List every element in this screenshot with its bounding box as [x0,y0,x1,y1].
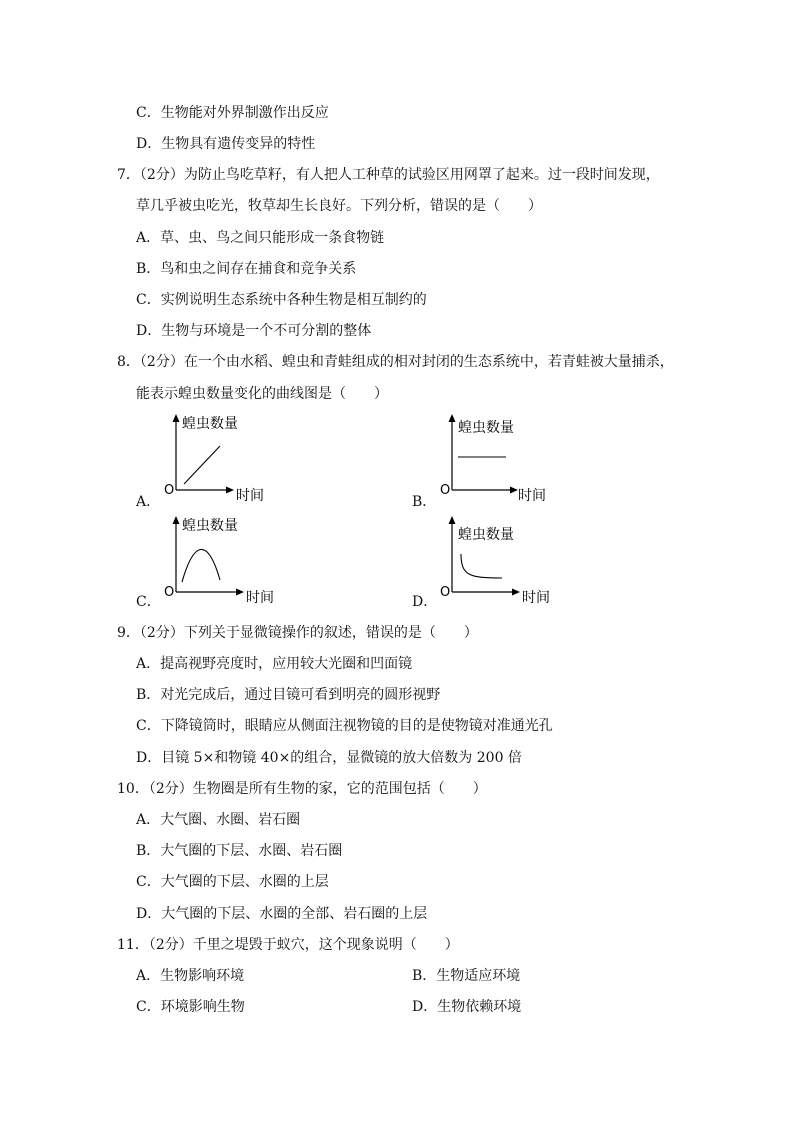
q8-graph-d-curve [461,554,502,578]
q8-graph-a-origin: O [164,483,175,498]
q11-option-c: C．环境影响生物 [136,999,245,1015]
q8-graph-b-letter: B． [412,494,437,510]
q9-option-d: D．目镜 5×和物镜 40×的组合，显微镜的放大倍数为 200 倍 [136,750,522,766]
q8-graph-c-curve [182,549,220,582]
q11-option-b: B．生物适应环境 [412,968,521,984]
q8-graph-c-origin: O [164,585,175,600]
q8-graph-d [436,512,566,612]
q7-option-d: D．生物与环境是一个不可分割的整体 [136,323,372,339]
q8-graph-d-ylabel: 蝗虫数量 [458,527,514,543]
q9-option-a: A．提高视野亮度时，应用较大光圈和凹面镜 [136,656,413,672]
q9-stem: 9．（2分）下列关于显微镜操作的叙述，错误的是（ ） [117,625,478,641]
q6-option-d: D．生物具有遗传变异的特性 [136,136,316,152]
q8-graph-c-xlabel: 时间 [246,590,274,606]
q7-option-a: A．草、虫、鸟之间只能形成一条食物链 [136,230,385,246]
q8-stem-line2: 能表示蝗虫数量变化的曲线图是（ ） [136,386,388,402]
q8-graph-a-ylabel: 蝗虫数量 [182,416,238,432]
q10-option-c: C．大气圈的下层、水圈的上层 [136,874,329,890]
q8-graph-d-xlabel: 时间 [522,590,550,606]
q8-graph-c [160,512,280,612]
q9-option-b: B．对光完成后，通过目镜可看到明亮的圆形视野 [136,687,441,703]
q10-option-d: D．大气圈的下层、水圈的全部、岩石圈的上层 [136,906,428,922]
q10-option-b: B．大气圈的下层、水圈、岩石圈 [136,843,343,859]
q8-graph-c-ylabel: 蝗虫数量 [182,518,238,534]
q11-option-a: A．生物影响环境 [136,968,245,984]
q8-graph-a-curve [184,446,220,484]
q7-option-c: C．实例说明生态系统中各种生物是相互制约的 [136,292,427,308]
q8-graph-d-letter: D． [412,594,438,610]
q8-graph-d-origin: O [440,585,451,600]
q8-graph-b-xlabel: 时间 [518,488,546,504]
q7-option-b: B．鸟和虫之间存在捕食和竞争关系 [136,261,357,277]
q11-stem: 11．（2分）千里之堤毁于蚁穴，这个现象说明（ ） [117,937,459,953]
q8-graph-c-letter: C． [136,594,161,610]
q10-stem: 10．（2分）生物圈是所有生物的家，它的范围包括（ ） [117,781,487,797]
q8-graph-b-origin: O [440,483,451,498]
q8-graph-b-ylabel: 蝗虫数量 [458,420,514,436]
q8-graph-a-letter: A． [136,494,161,510]
q11-option-d: D．生物依赖环境 [412,999,522,1015]
q8-graph-a [160,410,280,510]
q6-option-c: C．生物能对外界制激作出反应 [136,105,329,121]
q7-stem-line1: 7．（2分）为防止鸟吃草籽，有人把人工种草的试验区用网罩了起来。过一段时间发现， [117,167,660,183]
q10-option-a: A．大气圈、水圈、岩石圈 [136,812,301,828]
q8-graph-a-xlabel: 时间 [236,488,264,504]
q9-option-c: C．下降镜筒时，眼睛应从侧面注视物镜的目的是使物镜对准通光孔 [136,718,553,734]
q8-graph-b [436,410,556,510]
q7-stem-line2: 草几乎被虫吃光，牧草却生长良好。下列分析，错误的是（ ） [136,198,542,214]
q8-stem-line1: 8．（2分）在一个由水稻、蝗虫和青蛙组成的相对封闭的生态系统中，若青蛙被大量捕杀， [117,354,674,370]
